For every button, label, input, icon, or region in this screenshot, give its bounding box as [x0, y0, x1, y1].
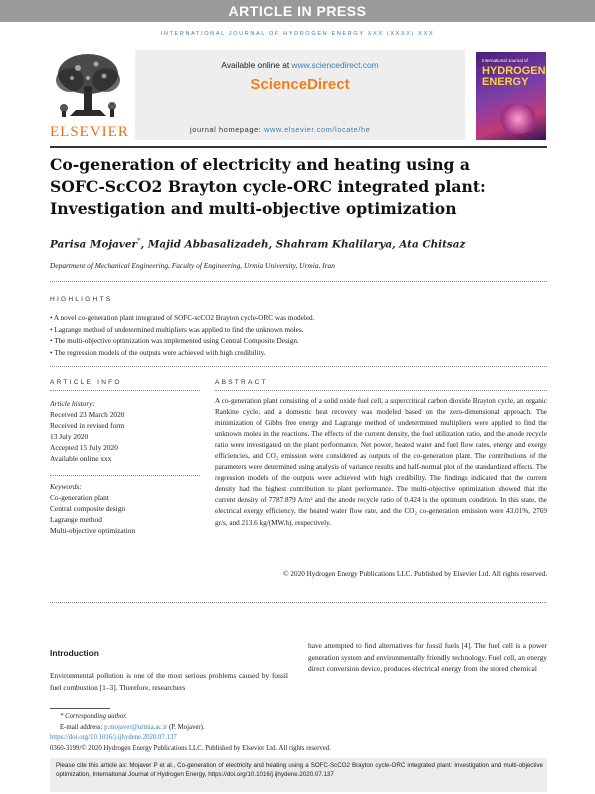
- article-info-heading: ARTICLE INFO: [50, 379, 122, 386]
- introduction-heading: Introduction: [50, 648, 99, 658]
- cover-small-title: International Journal of: [482, 58, 528, 63]
- history-item: Available online xxx: [50, 454, 112, 463]
- article-history-label: Article history:: [50, 399, 95, 408]
- history-item: Accepted 15 July 2020: [50, 443, 118, 452]
- available-online-line: [135, 60, 465, 70]
- title-line-1: Co-generation of electricity and heating using a: [50, 155, 470, 174]
- highlight-item: • A novel co-generation plant integrated of SOFC-scCO2 Brayton cycle-ORC was modeled.: [50, 314, 315, 322]
- title-line-2: SOFC-ScCO2 Brayton cycle-ORC integrated plant:: [50, 177, 486, 196]
- keyword-item: Central composite design: [50, 504, 126, 513]
- keyword-item: Lagrange method: [50, 515, 102, 524]
- masthead-divider: [50, 146, 547, 148]
- homepage-prefix: journal homepage:: [190, 125, 265, 134]
- title-line-3: Investigation and multi-objective optimization: [50, 199, 457, 218]
- authors-rest: , Majid Abbasalizadeh, Shahram Khalilarya, Ata Chitsaz: [140, 238, 466, 251]
- sciencedirect-url-link[interactable]: www.sciencedirect.com: [291, 60, 379, 70]
- author-list: [50, 236, 547, 250]
- author-affiliation: Department of Mechanical Engineering, Faculty of Engineering, Urmia University, Urmia, Iran: [50, 261, 335, 270]
- footnotes: [50, 712, 547, 754]
- elsevier-wordmark: ELSEVIER: [50, 124, 129, 140]
- history-item: 13 July 2020: [50, 432, 89, 441]
- keyword-item: Co-generation plant: [50, 493, 109, 502]
- abstract-divider: [215, 390, 547, 391]
- keyword-item: Multi-objective optimization: [50, 526, 136, 535]
- highlight-item: • The multi-objective optimization was implemented using Central Composite Design.: [50, 337, 299, 345]
- journal-homepage-link[interactable]: www.elsevier.com/locate/he: [264, 125, 371, 134]
- keywords-block: [50, 481, 200, 536]
- abstract-body: A co-generation plant consisting of a solid oxide fuel cell, a supercritical carbon dioxide Brayton cycle, an organic Rankine cycle, and a domestic heat recovery was modeled based on the zero-dimensional approach. The minimization of Gibbs free energy and Lagrange method of undetermined multipliers were applied to find the unknown moles in the reactions. The effects of the current density, the fuel utilization ratio, and the anode recycle ratio were investigated on the plant performance. Net power, heated water and fuel flow rates, energy and exergy efficiencies, and CO₂ emission were considered as outputs of the co-generation plant. The contributions of the parameters were determined using analysis of variance results and half-normal plot of the standardized effects. The regression models of the outputs were achieved with high credibility. The findings indicated that the current density had the highest contribution to plant performance. The multi-objective optimization showed that the current density of 7787.879 A/m² and the anode recycle ratio of 0.424 is the optimum condition. In this state, the electrical exergy efficiency, the heated water flow rate, and the CO₂ co-generation emission were 43.01%, 2769 gr/s, and 213.6 kg/(MW.h), respectively.: [215, 397, 547, 527]
- highlights-heading: HIGHLIGHTS: [50, 296, 113, 303]
- highlight-item: • Lagrange method of undetermined multipliers was applied to find the unknown moles.: [50, 325, 304, 334]
- email-line: E-mail address: p.mojaver@urmia.ac.ir (P. Mojaver).: [60, 723, 205, 731]
- intro-right-column: have attempted to find alternatives for fossil fuels [4]. The fuel cell is a power generation system and environmentally friendly technology. Fuel cell, an energy direct conversion device, produces electrical energy from the stored chemical: [308, 641, 547, 674]
- sciencedirect-logo[interactable]: ScienceDirect: [250, 76, 350, 93]
- available-prefix: Available online at: [221, 60, 292, 70]
- section-divider: [50, 366, 547, 367]
- journal-cover-image: [476, 52, 546, 140]
- intro-left-column: Environmental pollution is one of the most serious problems caused by fossil fuel combustion [1–3]. Therefore, researchers: [50, 671, 288, 692]
- elsevier-tree-logo: [50, 50, 126, 122]
- highlights-list: [50, 313, 547, 359]
- article-title: [50, 154, 520, 220]
- abstract-heading: ABSTRACT: [215, 379, 268, 386]
- section-divider: [50, 602, 547, 603]
- history-item: Received 23 March 2020: [50, 410, 125, 419]
- corresponding-author-note: * Corresponding author.: [60, 713, 127, 720]
- footnote-rule: [50, 708, 110, 709]
- issn-copyright-line: 0360-3199/© 2020 Hydrogen Energy Publications LLC. Published by Elsevier Ltd. All rights reserved.: [50, 744, 331, 752]
- cover-title: HYDROGEN ENERGY: [482, 65, 546, 88]
- doi-link[interactable]: https://doi.org/10.1016/j.ijhydene.2020.07.137: [50, 734, 177, 741]
- journal-homepage-line: [190, 125, 465, 134]
- article-history: [50, 398, 200, 464]
- article-info-divider: [50, 390, 200, 391]
- abstract-copyright: © 2020 Hydrogen Energy Publications LLC. Published by Elsevier Ltd. All rights reserved.: [283, 570, 547, 578]
- journal-running-header: INTERNATIONAL JOURNAL OF HYDROGEN ENERGY XXX (XXXX) XXX: [160, 31, 435, 37]
- article-in-press-banner: ARTICLE IN PRESS: [0, 0, 595, 22]
- keywords-divider: [50, 475, 200, 476]
- history-item: Received in revised form: [50, 421, 125, 430]
- corresponding-author-mark[interactable]: *: [136, 236, 141, 245]
- keywords-label: Keywords:: [50, 482, 82, 491]
- author-first[interactable]: Parisa Mojaver: [50, 238, 137, 251]
- citation-text: Please cite this article as: Mojaver P et al., Co-generation of electricity and heating using a SOFC-ScCO2 Brayton cycle-ORC integrated plant: Investigation and multi-objective optimization, International Journal of Hydrogen Energy, https://doi.org/10.1016/j.ijhydene.2020.07.137: [56, 762, 543, 779]
- section-divider: [50, 281, 547, 282]
- highlight-item: • The regression models of the outputs were achieved with high credibility.: [50, 348, 266, 357]
- email-link[interactable]: p.mojaver@urmia.ac.ir: [104, 723, 168, 731]
